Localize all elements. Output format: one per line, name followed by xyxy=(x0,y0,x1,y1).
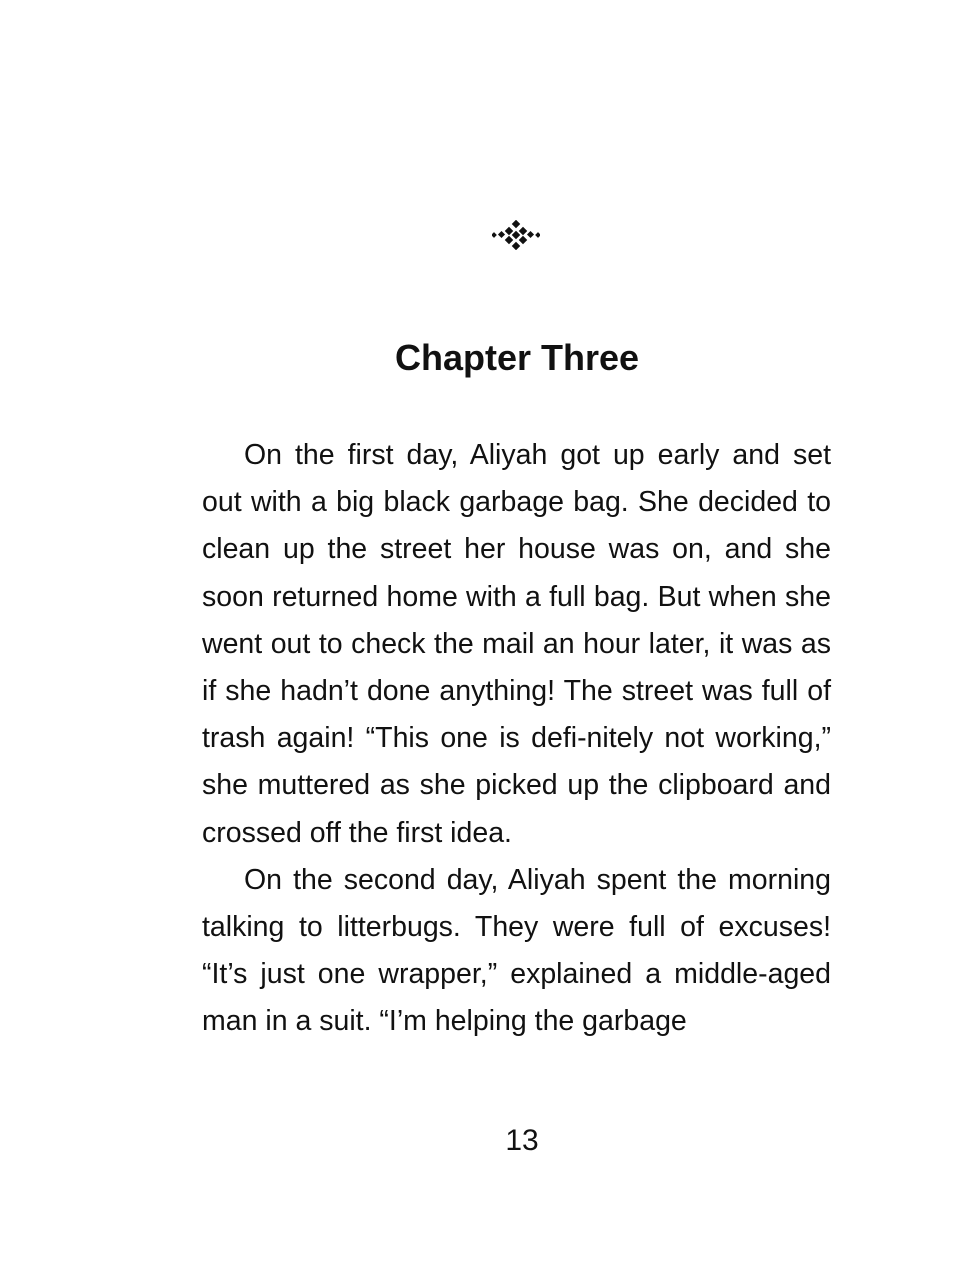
paragraph: On the first day, Aliyah got up early and set out with a big black garbage bag. She decided to clean up the street her house was on, and she soon returned home with a full bag. But when she went out to check the mail an hour later, it was as if she hadn’t done anything! The street was full of trash again! “This one is defi-nitely not working,” she muttered as she picked up the clipboard and crossed off the first idea. xyxy=(202,439,831,849)
paragraph: On the second day, Aliyah spent the morning talking to litterbugs. They were full of excuses! “It’s just one wrapper,” explained a middle-aged man in a suit. “I’m helping the garbage xyxy=(202,863,831,1038)
body-text xyxy=(202,432,831,1046)
diamond-lattice-ornament-icon xyxy=(492,220,540,250)
page-number: 13 xyxy=(505,1124,539,1157)
chapter-title: Chapter Three xyxy=(394,337,640,378)
